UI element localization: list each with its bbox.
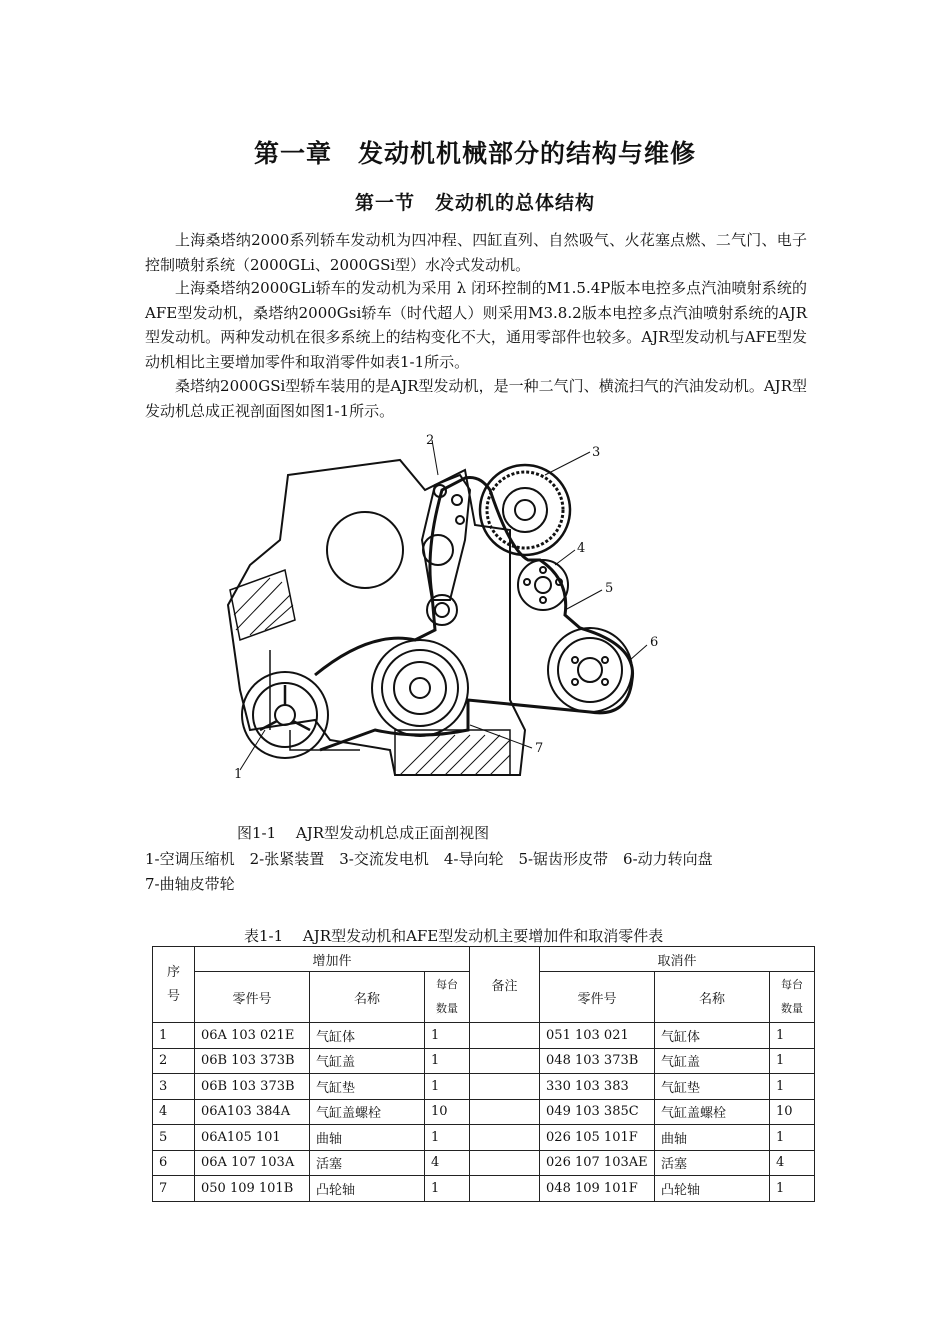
parts-table xyxy=(152,946,815,1202)
cell-add-name: 气缸盖 xyxy=(310,1048,425,1074)
ac-compressor-pulley xyxy=(242,672,328,758)
cell-rem-name: 凸轮轴 xyxy=(655,1176,770,1202)
paragraph-intro: 上海桑塔纳2000系列轿车发动机为四冲程、四缸直列、自然吸气、火花塞点燃、二气门、电子控制喷射系统（2000GLi、2000GSi型）水冷式发动机。 xyxy=(145,231,807,274)
cell-rem-part: 048 103 373B xyxy=(540,1048,655,1074)
cell-add-name: 曲轴 xyxy=(310,1125,425,1151)
cell-add-part: 06B 103 373B xyxy=(195,1048,310,1074)
header-added: 增加件 xyxy=(195,947,470,972)
cell-add-name: 活塞 xyxy=(310,1150,425,1176)
callout-7: 7 xyxy=(535,741,544,756)
header-part-no: 零件号 xyxy=(540,972,655,1023)
cell-add-part: 050 109 101B xyxy=(195,1176,310,1202)
paragraph-engine-types: 上海桑塔纳2000GLi轿车的发动机为采用 λ 闭环控制的M1.5.4P版本电控多点汽油喷射系统的AFE型发动机，桑塔纳2000Gsi轿车（时代超人）则采用M3.8.2版本电控多点汽油喷射系统的AJR型发动机。两种发动机在很多系统上的结构变化不大，通用零部件也较多。AJR型发动机与AFE型发动机相比主要增加零件和取消零件如表1-1所示。 xyxy=(145,279,807,371)
callout-2: 2 xyxy=(426,433,435,448)
cell-rem-qty: 4 xyxy=(770,1150,815,1176)
cell-rem-qty: 1 xyxy=(770,1176,815,1202)
table-row xyxy=(153,1176,815,1202)
header-name: 名称 xyxy=(310,972,425,1023)
cell-rem-name: 气缸垫 xyxy=(655,1074,770,1100)
cover-hatching xyxy=(234,578,293,635)
table-row xyxy=(153,1125,815,1151)
cell-add-qty: 1 xyxy=(425,1048,470,1074)
header-qty: 每台数量 xyxy=(425,972,470,1023)
callout-1: 1 xyxy=(234,767,243,782)
cell-add-name: 气缸体 xyxy=(310,1023,425,1049)
cell-no: 1 xyxy=(153,1023,195,1049)
cell-remark xyxy=(470,1150,540,1176)
figure-legend xyxy=(145,847,815,897)
cell-remark xyxy=(470,1125,540,1151)
cell-add-part: 06B 103 373B xyxy=(195,1074,310,1100)
cell-add-qty: 1 xyxy=(425,1074,470,1100)
figure-legend-line: 7-曲轴皮带轮 xyxy=(145,875,235,893)
cell-remark xyxy=(470,1099,540,1125)
cell-add-qty: 1 xyxy=(425,1023,470,1049)
header-index: 序号 xyxy=(153,947,195,1023)
cell-add-part: 06A 107 103A xyxy=(195,1150,310,1176)
cell-remark xyxy=(470,1023,540,1049)
chapter-title: 第一章 发动机机械部分的结构与维修 xyxy=(253,139,696,168)
alternator-pulley xyxy=(480,465,570,555)
cell-rem-name: 曲轴 xyxy=(655,1125,770,1151)
cell-rem-part: 026 107 103AE xyxy=(540,1150,655,1176)
cell-add-qty: 4 xyxy=(425,1150,470,1176)
cell-rem-part: 048 109 101F xyxy=(540,1176,655,1202)
figure-legend-line: 1-空调压缩机 2-张紧装置 3-交流发电机 4-导向轮 5-锯齿形皮带 6-动力转向盘 xyxy=(145,850,713,868)
engine-front-section-figure xyxy=(210,430,690,810)
table-row xyxy=(153,1150,815,1176)
block-opening xyxy=(327,512,403,588)
paragraph-ajr-engine: 桑塔纳2000GSi型轿车装用的是AJR型发动机，是一种二气门、横流扫气的汽油发动机。AJR型发动机总成正视剖面图如图1-1所示。 xyxy=(145,377,807,420)
figure-caption: 图1-1 AJR型发动机总成正面剖视图 xyxy=(237,824,490,842)
callout-6: 6 xyxy=(650,635,659,650)
cell-no: 7 xyxy=(153,1176,195,1202)
header-name: 名称 xyxy=(655,972,770,1023)
cell-add-qty: 10 xyxy=(425,1099,470,1125)
header-removed: 取消件 xyxy=(540,947,815,972)
crankshaft-pulley xyxy=(372,640,468,736)
cell-remark xyxy=(470,1048,540,1074)
table-row xyxy=(153,1074,815,1100)
header-part-no: 零件号 xyxy=(195,972,310,1023)
callout-4: 4 xyxy=(577,541,586,556)
cell-add-name: 凸轮轴 xyxy=(310,1176,425,1202)
cell-no: 3 xyxy=(153,1074,195,1100)
power-steering-pulley xyxy=(548,628,632,712)
cell-add-qty: 1 xyxy=(425,1176,470,1202)
cell-add-qty: 1 xyxy=(425,1125,470,1151)
header-remark: 备注 xyxy=(470,947,540,1023)
section-title: 第一节 发动机的总体结构 xyxy=(354,192,595,214)
table-caption: 表1-1 AJR型发动机和AFE型发动机主要增加件和取消零件表 xyxy=(244,927,664,945)
table-row xyxy=(153,1023,815,1049)
cell-add-name: 气缸盖螺栓 xyxy=(310,1099,425,1125)
cell-add-part: 06A103 384A xyxy=(195,1099,310,1125)
cell-rem-part: 049 103 385C xyxy=(540,1099,655,1125)
cell-rem-part: 330 103 383 xyxy=(540,1074,655,1100)
cell-rem-part: 026 105 101F xyxy=(540,1125,655,1151)
cell-rem-qty: 1 xyxy=(770,1023,815,1049)
cell-rem-qty: 10 xyxy=(770,1099,815,1125)
cell-remark xyxy=(470,1074,540,1100)
cell-add-part: 06A 103 021E xyxy=(195,1023,310,1049)
cell-add-name: 气缸垫 xyxy=(310,1074,425,1100)
sump-hatching xyxy=(400,735,510,775)
cell-no: 2 xyxy=(153,1048,195,1074)
cell-rem-name: 气缸盖螺栓 xyxy=(655,1099,770,1125)
cell-no: 4 xyxy=(153,1099,195,1125)
callout-3: 3 xyxy=(592,445,601,460)
callout-5: 5 xyxy=(605,581,614,596)
cell-rem-qty: 1 xyxy=(770,1074,815,1100)
cell-add-part: 06A105 101 xyxy=(195,1125,310,1151)
table-row xyxy=(153,1048,815,1074)
cell-rem-part: 051 103 021 xyxy=(540,1023,655,1049)
cell-rem-name: 活塞 xyxy=(655,1150,770,1176)
header-qty: 每台数量 xyxy=(770,972,815,1023)
table-row xyxy=(153,1099,815,1125)
cell-rem-qty: 1 xyxy=(770,1125,815,1151)
cell-rem-name: 气缸盖 xyxy=(655,1048,770,1074)
cell-rem-qty: 1 xyxy=(770,1048,815,1074)
cell-remark xyxy=(470,1176,540,1202)
cell-no: 6 xyxy=(153,1150,195,1176)
cell-rem-name: 气缸体 xyxy=(655,1023,770,1049)
engine-block-lower xyxy=(270,650,360,750)
cell-no: 5 xyxy=(153,1125,195,1151)
